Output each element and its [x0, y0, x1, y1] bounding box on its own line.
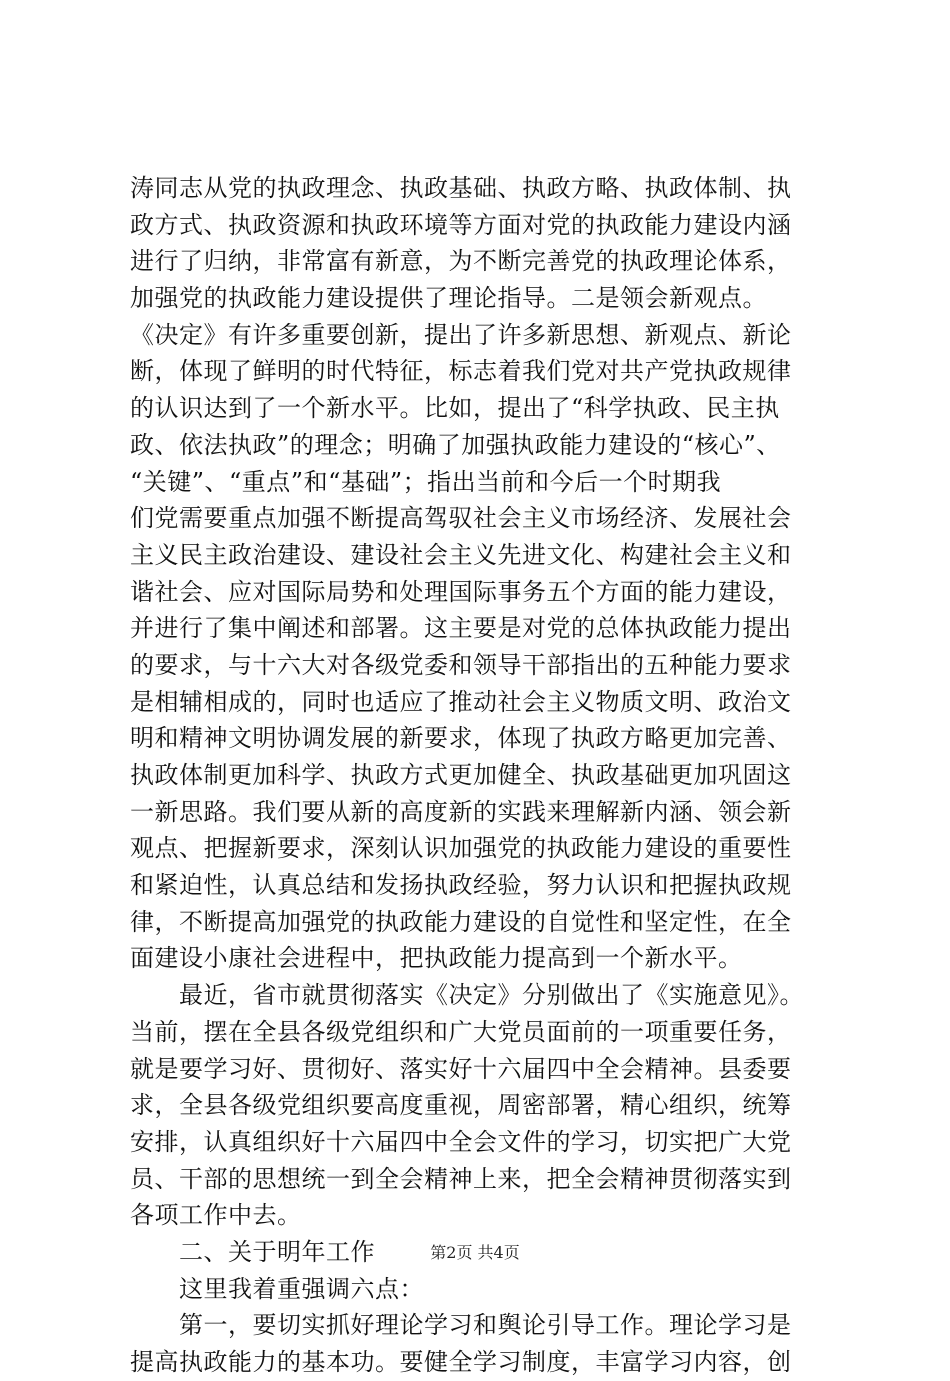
- text-line: 各项工作中去。: [130, 1201, 302, 1230]
- text-line: 们党需要重点加强不断提高驾驭社会主义市场经济、发展社会: [130, 504, 792, 533]
- text-line: 明和精神文明协调发展的新要求，体现了执政方略更加完善、: [130, 724, 792, 753]
- text-line: 观点、把握新要求，深刻认识加强党的执政能力建设的重要性: [130, 834, 792, 863]
- text-line: 政方式、执政资源和执政环境等方面对党的执政能力建设内涵: [130, 210, 792, 239]
- text-line: “关键”、“重点”和“基础”；指出当前和今后一个时期我: [130, 467, 722, 496]
- text-line: 和紧迫性，认真总结和发扬执政经验，努力认识和把握执政规: [130, 871, 792, 900]
- text-line: 一新思路。我们要从新的高度新的实践来理解新内涵、领会新: [130, 797, 792, 826]
- text-line: 的认识达到了一个新水平。比如，提出了“科学执政、民主执: [130, 394, 780, 423]
- body-text: [130, 170, 830, 1381]
- text-line: 律，不断提高加强党的执政能力建设的自觉性和坚定性，在全: [130, 907, 792, 936]
- text-line: 当前，摆在全县各级党组织和广大党员面前的一项重要任务，: [130, 1017, 792, 1046]
- text-line: 第一，要切实抓好理论学习和舆论引导工作。理论学习是: [130, 1311, 792, 1340]
- text-line: 《决定》有许多重要创新，提出了许多新思想、新观点、新论: [130, 320, 792, 349]
- text-line: 断，体现了鲜明的时代特征，标志着我们党对共产党执政规律: [130, 357, 792, 386]
- text-line: 提高执政能力的基本功。要健全学习制度，丰富学习内容，创: [130, 1348, 792, 1376]
- text-line: 加强党的执政能力建设提供了理论指导。二是领会新观点。: [130, 284, 767, 313]
- text-line: 的要求，与十六大对各级党委和领导干部指出的五种能力要求: [130, 650, 792, 679]
- text-line: 二、关于明年工作: [130, 1237, 375, 1266]
- text-line: 面建设小康社会进程中，把执政能力提高到一个新水平。: [130, 944, 743, 973]
- text-line: 最近，省市就贯彻落实《决定》分别做出了《实施意见》。: [130, 981, 804, 1010]
- text-line: 安排，认真组织好十六届四中全会文件的学习，切实把广大党: [130, 1127, 792, 1156]
- text-line: 并进行了集中阐述和部署。这主要是对党的总体执政能力提出: [130, 614, 792, 643]
- text-line: 涛同志从党的执政理念、执政基础、执政方略、执政体制、执: [130, 174, 792, 202]
- text-line: 是相辅相成的，同时也适应了推动社会主义物质文明、政治文: [130, 687, 792, 716]
- text-line: 执政体制更加科学、执政方式更加健全、执政基础更加巩固这: [130, 761, 792, 789]
- text-line: 主义民主政治建设、建设社会主义先进文化、构建社会主义和: [130, 540, 792, 569]
- text-line: 求，全县各级党组织要高度重视，周密部署，精心组织，统筹: [130, 1091, 792, 1120]
- text-line: 就是要学习好、贯彻好、落实好十六届四中全会精神。县委要: [130, 1054, 792, 1083]
- text-line: 谐社会、应对国际局势和处理国际事务五个方面的能力建设，: [130, 577, 792, 606]
- page-footer: 第2页 共4页: [430, 1243, 520, 1262]
- text-line: 这里我着重强调六点：: [130, 1274, 424, 1303]
- text-line: 政、依法执政”的理念；明确了加强执政能力建设的“核心”、: [130, 430, 781, 459]
- text-line: 员、干部的思想统一到全会精神上来，把全会精神贯彻落实到: [130, 1164, 792, 1193]
- text-line: 进行了归纳，非常富有新意，为不断完善党的执政理论体系，: [130, 247, 792, 276]
